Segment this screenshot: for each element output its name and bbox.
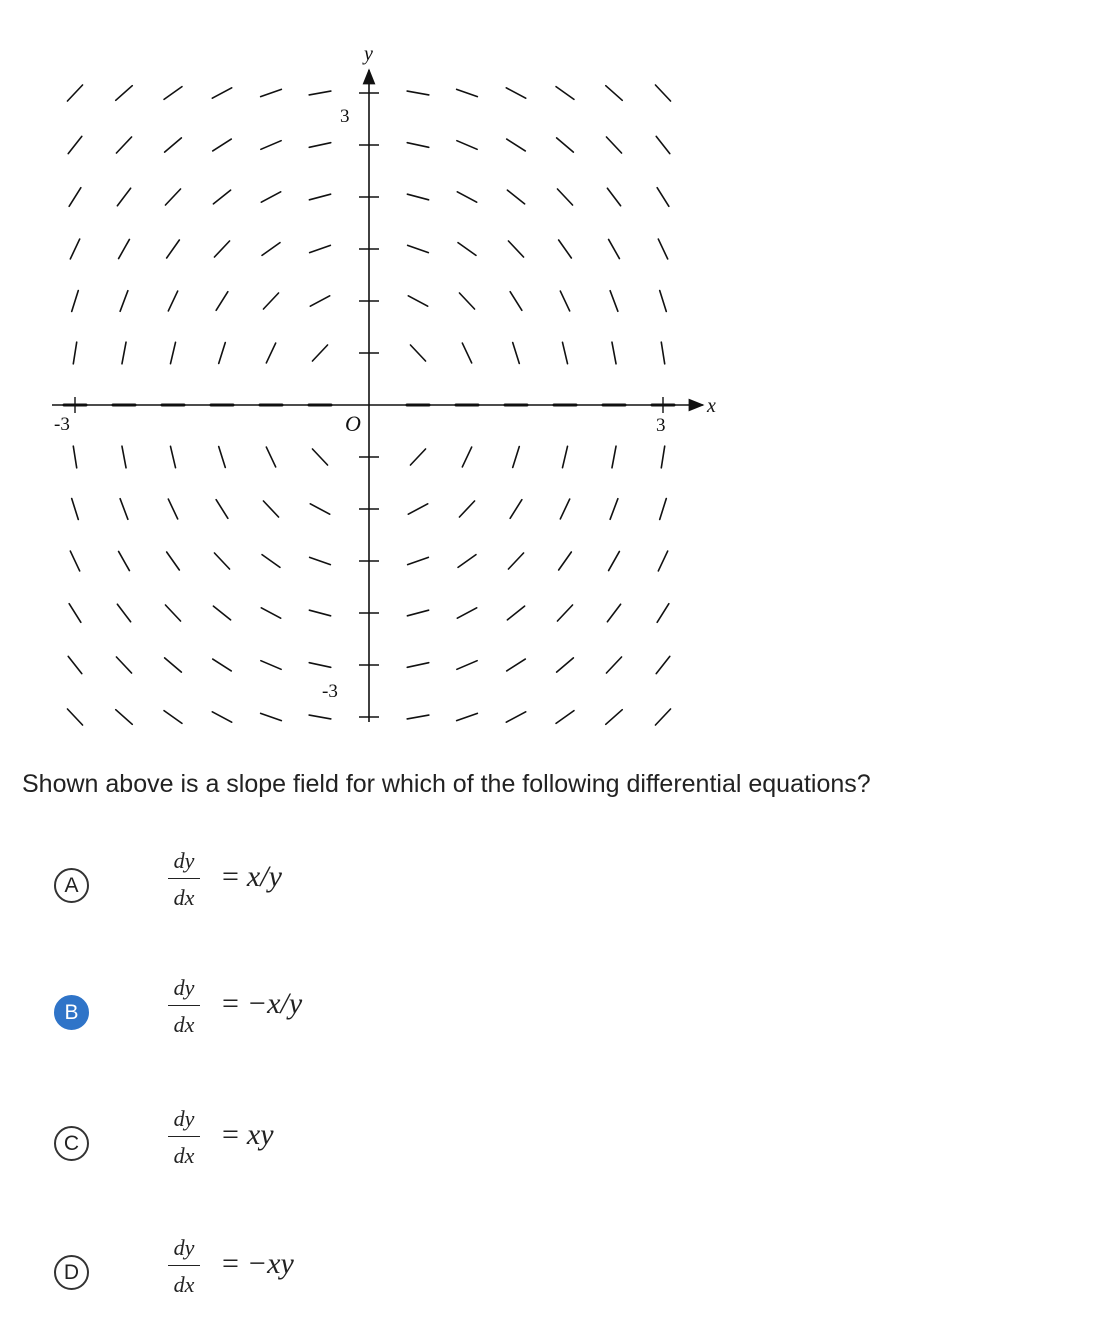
choice-a-fraction xyxy=(164,846,204,913)
slope-segment xyxy=(263,293,278,309)
fraction-bar xyxy=(168,1265,200,1266)
slope-segment xyxy=(168,499,177,519)
slope-segment xyxy=(165,658,182,672)
slope-segment xyxy=(462,343,471,363)
slope-segment xyxy=(310,245,331,252)
choice-c-fraction xyxy=(164,1104,204,1171)
slope-segment xyxy=(214,241,229,257)
slope-segment xyxy=(606,137,621,153)
slope-segment xyxy=(410,345,425,361)
slope-segment xyxy=(408,504,427,514)
slope-segment xyxy=(310,504,329,514)
slope-segment xyxy=(457,141,477,150)
slope-segment xyxy=(458,555,476,568)
slope-segment xyxy=(658,551,667,571)
slope-segment xyxy=(562,342,567,363)
choice-c-expression: xy xyxy=(246,1118,274,1151)
slope-segment xyxy=(117,188,130,206)
slope-segment xyxy=(458,243,476,256)
slope-segment xyxy=(508,553,523,569)
choice-d-fraction xyxy=(164,1233,204,1300)
slope-segment xyxy=(557,138,574,152)
slope-segment xyxy=(609,239,620,258)
slope-segment xyxy=(219,447,226,468)
slope-segment xyxy=(556,711,574,724)
choice-a-radio[interactable]: A xyxy=(54,868,89,903)
slope-segment xyxy=(165,138,182,152)
slope-segment xyxy=(562,446,567,467)
slope-segment xyxy=(116,710,132,725)
slope-segment xyxy=(655,85,670,101)
choice-d-radio[interactable]: D xyxy=(54,1255,89,1290)
slope-segment xyxy=(658,239,667,259)
choice-b-denominator: dx xyxy=(173,1012,195,1037)
slope-segment xyxy=(312,449,327,465)
equals-sign: = xyxy=(222,1118,239,1151)
slope-segment xyxy=(655,709,670,725)
y-tick-label-min: -3 xyxy=(322,681,338,702)
slope-segment xyxy=(165,189,180,205)
axis-labels xyxy=(54,43,716,702)
slope-segment xyxy=(119,239,130,258)
slope-segment xyxy=(407,663,429,668)
choice-a[interactable] xyxy=(54,848,1054,948)
slope-segment xyxy=(261,141,281,150)
slope-segment xyxy=(507,139,526,151)
choice-c[interactable] xyxy=(54,1106,1054,1206)
slope-segment xyxy=(214,553,229,569)
slope-segment xyxy=(612,342,616,364)
slope-segment xyxy=(408,557,429,564)
slope-segment xyxy=(309,610,330,616)
slope-segment xyxy=(607,604,620,622)
choice-a-rhs xyxy=(222,860,282,894)
slope-segment xyxy=(116,657,131,673)
slope-segment xyxy=(309,663,331,668)
slope-segment xyxy=(459,293,474,309)
slope-segment xyxy=(610,291,618,312)
slope-segment xyxy=(408,296,427,306)
slope-segment xyxy=(510,292,522,311)
slope-segment xyxy=(67,709,82,725)
axes xyxy=(52,70,703,722)
slope-segment xyxy=(657,188,669,207)
slope-segment xyxy=(310,557,331,564)
fraction-bar xyxy=(168,1136,200,1137)
slope-segment xyxy=(266,447,275,467)
slope-segment xyxy=(309,143,331,148)
slope-segment xyxy=(559,552,572,570)
slope-segment xyxy=(457,713,478,720)
slope-segment xyxy=(310,296,329,306)
equals-sign: = xyxy=(222,1247,239,1280)
slope-segment xyxy=(69,188,81,207)
slope-segment xyxy=(606,657,621,673)
choice-a-numerator: dy xyxy=(173,848,195,873)
slope-segment xyxy=(660,291,667,312)
slope-segment xyxy=(122,446,126,468)
fraction-bar xyxy=(168,878,200,879)
slope-segment xyxy=(119,551,130,570)
slope-segment xyxy=(457,661,477,670)
slope-segment xyxy=(213,606,230,620)
x-tick-label-min: -3 xyxy=(54,414,70,435)
choice-b-expression: −x/y xyxy=(246,987,303,1020)
slope-segment xyxy=(507,659,526,671)
slope-segment xyxy=(69,604,81,623)
slope-segment xyxy=(68,656,82,673)
question-text: Shown above is a slope field for which of the following differential equations? xyxy=(22,770,871,798)
slope-segment xyxy=(661,446,664,468)
slope-segment xyxy=(261,608,280,618)
slope-segment xyxy=(513,343,520,364)
slope-segment xyxy=(457,608,476,618)
slope-segment xyxy=(506,712,525,722)
slope-segment xyxy=(213,139,232,151)
choice-d-rhs xyxy=(222,1247,294,1281)
slope-segment xyxy=(459,501,474,517)
slope-segment xyxy=(610,499,618,520)
slope-segment xyxy=(407,715,429,719)
equals-sign: = xyxy=(222,987,239,1020)
slope-segment xyxy=(216,292,228,311)
slope-segment xyxy=(457,89,478,96)
y-axis-label: y xyxy=(364,43,373,65)
choice-d-numerator: dy xyxy=(173,1235,195,1260)
slope-segment xyxy=(165,605,180,621)
slope-segment xyxy=(68,136,82,153)
slope-segment xyxy=(122,342,126,364)
slope-segment xyxy=(607,188,620,206)
slope-segment xyxy=(73,446,76,468)
slope-segment xyxy=(116,86,132,101)
slope-segment xyxy=(263,501,278,517)
slope-segment xyxy=(309,715,331,719)
slope-segment xyxy=(116,137,131,153)
slope-segment xyxy=(408,245,429,252)
slope-segment xyxy=(67,85,82,101)
slope-segment xyxy=(262,555,280,568)
slope-segment xyxy=(212,88,231,98)
choice-c-radio[interactable]: C xyxy=(54,1126,89,1161)
slope-segment xyxy=(462,447,471,467)
slope-segment xyxy=(407,143,429,148)
slope-segment xyxy=(559,240,572,258)
slope-segment xyxy=(72,291,79,312)
choice-a-expression: x/y xyxy=(246,860,282,893)
slope-segment xyxy=(657,604,669,623)
slope-segment xyxy=(557,605,572,621)
slope-segment xyxy=(312,345,327,361)
choice-c-numerator: dy xyxy=(173,1106,195,1131)
slope-segment xyxy=(609,551,620,570)
choice-d-denominator: dx xyxy=(173,1272,195,1297)
x-axis-label: x xyxy=(707,395,716,417)
slope-segment xyxy=(212,712,231,722)
slope-segment xyxy=(656,656,670,673)
origin-label: O xyxy=(345,411,361,436)
slope-segment xyxy=(170,446,175,467)
slope-segment xyxy=(219,343,226,364)
slope-segment xyxy=(560,291,569,311)
slope-segment xyxy=(167,552,180,570)
slope-segment xyxy=(508,241,523,257)
slope-segment xyxy=(70,239,79,259)
slope-segment xyxy=(167,240,180,258)
slope-segment xyxy=(656,136,670,153)
choice-b[interactable] xyxy=(54,975,1054,1075)
slope-segment xyxy=(216,500,228,519)
x-tick-label-max: 3 xyxy=(656,415,666,436)
choice-a-denominator: dx xyxy=(173,885,195,910)
slope-segment xyxy=(407,610,428,616)
slope-segment xyxy=(261,192,280,202)
fraction-bar xyxy=(168,1005,200,1006)
slope-segment xyxy=(660,499,667,520)
slope-segment xyxy=(72,499,79,520)
slope-segment xyxy=(213,190,230,204)
slope-segment xyxy=(457,192,476,202)
choice-b-numerator: dy xyxy=(173,975,195,1000)
slope-segment xyxy=(513,447,520,468)
slope-segment xyxy=(507,606,524,620)
slope-segment xyxy=(506,88,525,98)
slope-segment xyxy=(407,91,429,95)
slope-segment xyxy=(606,86,622,101)
choice-b-fraction xyxy=(164,973,204,1040)
slope-segment xyxy=(606,710,622,725)
choice-b-radio[interactable]: B xyxy=(54,995,89,1030)
slope-segment xyxy=(507,190,524,204)
slope-segment xyxy=(309,194,330,200)
slope-segment xyxy=(560,499,569,519)
slope-segment xyxy=(612,446,616,468)
slope-segment xyxy=(170,342,175,363)
slope-segment xyxy=(70,551,79,571)
slope-segment xyxy=(557,658,574,672)
slope-segment xyxy=(410,449,425,465)
slope-segment xyxy=(120,291,128,312)
equals-sign: = xyxy=(222,860,239,893)
slope-segment xyxy=(510,500,522,519)
slope-segment xyxy=(164,711,182,724)
choice-c-denominator: dx xyxy=(173,1143,195,1168)
slope-segment xyxy=(261,89,282,96)
y-tick-label-max: 3 xyxy=(340,106,350,127)
slope-segment xyxy=(120,499,128,520)
slope-segment xyxy=(407,194,428,200)
slope-segment xyxy=(168,291,177,311)
slope-segment xyxy=(266,343,275,363)
choice-b-rhs xyxy=(222,987,302,1021)
slope-segment xyxy=(557,189,572,205)
slope-segment xyxy=(661,342,664,364)
choice-c-rhs xyxy=(222,1118,274,1152)
choice-d[interactable] xyxy=(54,1235,1054,1335)
slope-segment xyxy=(73,342,76,364)
choice-d-expression: −xy xyxy=(246,1247,294,1280)
slope-segment xyxy=(117,604,130,622)
slope-segment xyxy=(164,87,182,100)
slope-segment xyxy=(213,659,232,671)
slope-segment xyxy=(261,661,281,670)
slope-segment xyxy=(556,87,574,100)
slope-segment xyxy=(262,243,280,256)
slope-segment xyxy=(309,91,331,95)
slope-segment xyxy=(261,713,282,720)
